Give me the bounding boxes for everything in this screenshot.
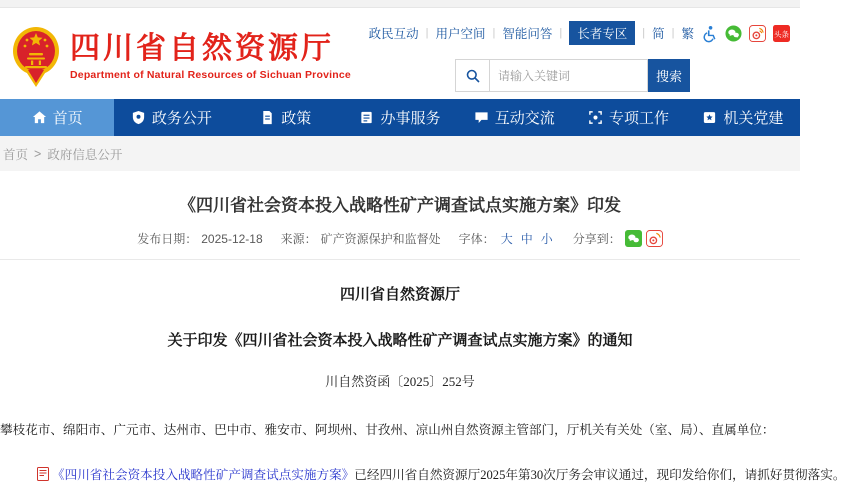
attachment-doc-icon [37,467,49,481]
document-number: 川自然资函〔2025〕252号 [325,374,475,389]
search-button[interactable]: 搜索 [648,59,690,92]
share-weibo-icon[interactable] [646,230,663,247]
nav-item-label: 政务公开 [151,110,212,127]
link-user-space[interactable]: 用户空间 [435,27,486,41]
notice-subject-line: 关于印发《四川省社会资本投入战略性矿产调查试点实施方案》的通知 [167,333,633,349]
nav-item-label: 专项工作 [609,110,670,127]
font-size-small-button[interactable]: 小 [540,232,553,246]
lang-traditional-button[interactable]: 繁 [681,27,694,41]
publish-date-label: 发布日期： [137,232,198,246]
source-value: 矿产资源保护和监督处 [320,232,441,246]
separator: | [671,27,675,39]
separator: | [425,27,429,39]
header-utilities [369,8,790,99]
share-wechat-icon[interactable] [625,230,642,247]
nav-item-label: 政策 [281,110,312,127]
policy-doc-icon [260,110,275,125]
publish-date: 2025-12-18 [201,231,263,246]
site-subtitle: Department of Natural Resources of Sichuan Province [70,69,351,81]
separator: | [642,27,646,39]
nav-item-policy[interactable] [229,99,343,136]
font-size-large-button[interactable]: 大 [500,232,513,246]
link-smart-qa[interactable]: 智能问答 [502,27,553,41]
nav-item-label: 首页 [52,110,83,127]
breadcrumb-home[interactable]: 首页 [3,147,29,162]
national-emblem-logo [12,26,60,88]
site-title-block [70,32,351,81]
nav-item-label: 办事服务 [380,110,441,127]
recipients-paragraph: 攀枝花市、绵阳市、广元市、达州市、巴中市、雅安市、阿坝州、甘孜州、凉山州自然资源主管部门，厅机关有关处（室、局）、直属单位： [0,423,775,437]
toutiao-icon[interactable] [773,25,790,42]
breadcrumb-separator: > [34,146,42,161]
article-meta [0,230,800,247]
site-search [455,59,690,92]
share-label: 分享到： [572,232,621,246]
service-form-icon [359,110,374,125]
svg-text:头条: 头条 [773,29,790,39]
topbar-links [369,21,790,45]
chat-bubble-icon [474,110,489,125]
nav-item-interaction[interactable] [457,99,571,136]
separator: | [559,27,563,39]
plan-document-link[interactable]: 《四川省社会资本投入战略性矿产调查试点实施方案》 [52,468,355,482]
page-title: 《四川省社会资本投入战略性矿产调查试点实施方案》印发 [179,196,621,215]
source-label: 来源： [280,232,317,246]
nav-item-special-work[interactable] [571,99,685,136]
top-strip [0,0,800,8]
target-icon [588,110,603,125]
closing-paragraph [0,464,845,483]
nav-item-party-building[interactable] [686,99,800,136]
nav-item-gov-disclosure[interactable] [114,99,228,136]
site-header [0,8,800,99]
meta-divider [0,259,800,260]
separator: | [492,27,496,39]
nav-item-label: 机关党建 [723,110,784,127]
weibo-icon[interactable] [749,25,766,42]
elder-zone-button[interactable]: 长者专区 [569,21,635,45]
issuing-org-line: 四川省自然资源厅 [339,287,460,303]
breadcrumb-current[interactable]: 政府信息公开 [47,147,123,162]
nav-item-home[interactable] [0,99,114,136]
party-book-icon [702,110,717,125]
closing-text: 已经四川省自然资源厅2025年第30次厅务会审议通过，现印发给你们，请抓好贯彻落实。 [354,468,845,482]
shield-icon [131,110,146,125]
breadcrumb [0,136,800,171]
accessibility-icon[interactable] [701,25,718,42]
nav-item-label: 互动交流 [494,110,555,127]
home-icon [32,110,47,125]
font-size-label: 字体： [458,232,495,246]
wechat-icon[interactable] [725,25,742,42]
search-input[interactable] [490,59,648,92]
article-content [0,191,845,483]
search-icon [455,59,490,92]
link-public-interaction[interactable]: 政民互动 [368,27,419,41]
main-navigation [0,99,800,136]
nav-item-services[interactable] [343,99,457,136]
site-branding [12,14,351,99]
lang-simplified-button[interactable]: 简 [652,27,665,41]
site-title: 四川省自然资源厅 [70,32,334,65]
article-body [0,283,845,483]
font-size-medium-button[interactable]: 中 [520,232,533,246]
